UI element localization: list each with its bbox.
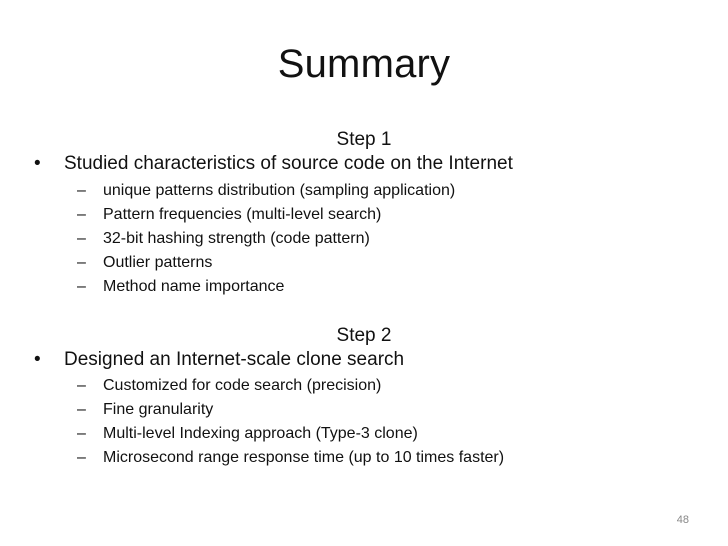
- sub-item-text: 32-bit hashing strength (code pattern): [103, 230, 370, 247]
- page-number: 48: [676, 514, 689, 526]
- sub-item: [77, 179, 455, 203]
- dash-symbol: –: [77, 278, 86, 295]
- slide-title: Summary: [277, 42, 451, 86]
- sub-item: [77, 422, 504, 446]
- sub-item-text: Method name importance: [103, 278, 285, 295]
- dash-symbol: –: [77, 449, 86, 466]
- sub-item: [77, 275, 455, 299]
- sub-item-text: Fine granularity: [103, 401, 214, 418]
- sub-item: [77, 227, 455, 251]
- sub-item: [77, 374, 504, 398]
- dash-symbol: –: [77, 254, 86, 271]
- step-2-subitems: [77, 374, 504, 470]
- bullet-symbol: •: [34, 349, 41, 370]
- sub-item-text: Pattern frequencies (multi-level search): [103, 206, 382, 223]
- step-2-heading: Step 2: [336, 325, 392, 346]
- sub-item: [77, 203, 455, 227]
- sub-item-text: Microsecond range response time (up to 10 times faster): [103, 449, 505, 466]
- dash-symbol: –: [77, 401, 86, 418]
- step-1-heading: Step 1: [336, 129, 392, 150]
- step-1-subitems: [77, 179, 455, 299]
- sub-item-text: Multi-level Indexing approach (Type-3 clone): [103, 425, 418, 442]
- bullet-text: Designed an Internet-scale clone search: [64, 349, 405, 370]
- sub-item: [77, 398, 504, 422]
- sub-item: [77, 251, 455, 275]
- sub-item: [77, 446, 504, 470]
- bullet-item-step-2: [34, 350, 404, 369]
- dash-symbol: –: [77, 182, 86, 199]
- bullet-item-step-1: [34, 154, 513, 173]
- dash-symbol: –: [77, 206, 86, 223]
- sub-item-text: Customized for code search (precision): [103, 377, 382, 394]
- dash-symbol: –: [77, 425, 86, 442]
- sub-item-text: Outlier patterns: [103, 254, 213, 271]
- bullet-text: Studied characteristics of source code on the Internet: [64, 153, 513, 174]
- bullet-symbol: •: [34, 153, 41, 174]
- dash-symbol: –: [77, 377, 86, 394]
- sub-item-text: unique patterns distribution (sampling application): [103, 182, 456, 199]
- dash-symbol: –: [77, 230, 86, 247]
